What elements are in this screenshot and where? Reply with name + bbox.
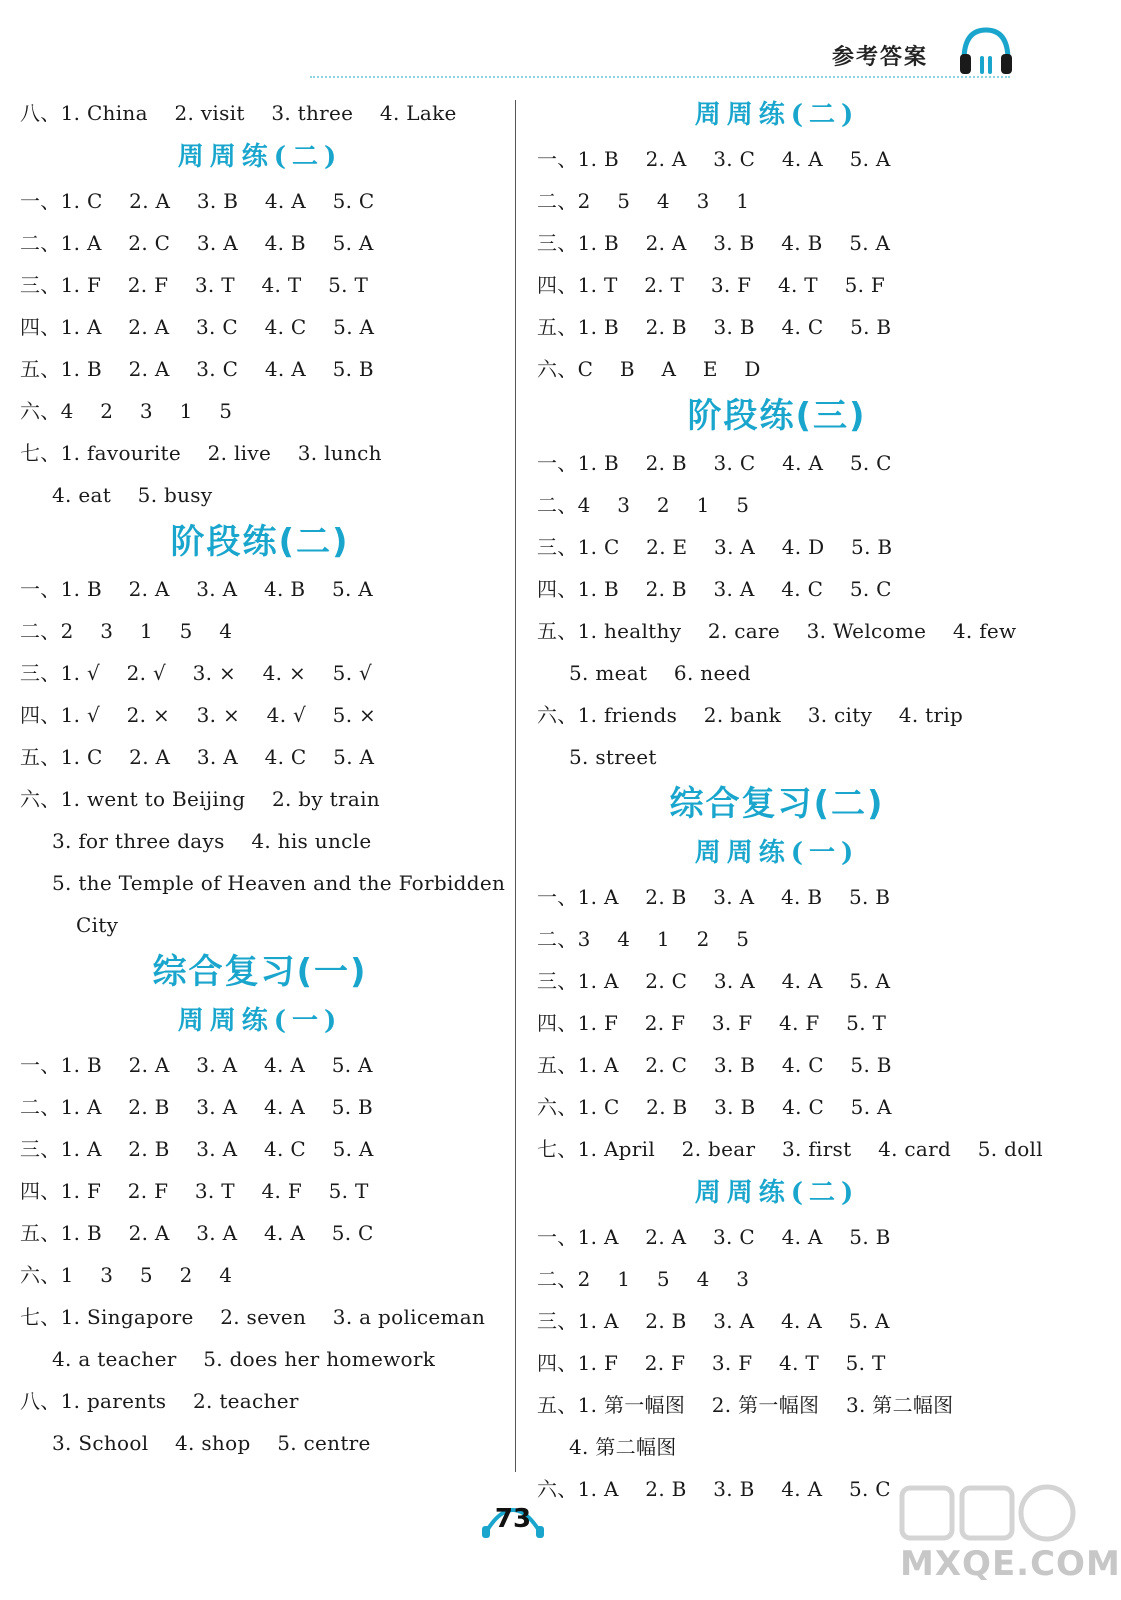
watermark-text: MXQE.COM — [900, 1544, 1121, 1584]
answer-line: 五、1. C 2. A 3. A 4. C 5. A — [20, 745, 375, 769]
answer-line: 二、1. A 2. C 3. A 4. B 5. A — [20, 231, 374, 255]
answer-line: 四、1. √ 2. × 3. × 4. √ 5. × — [20, 703, 377, 727]
answer-line: 六、1. went to Beijing 2. by train — [20, 787, 380, 811]
answer-line: 一、1. A 2. B 3. A 4. B 5. B — [537, 885, 891, 909]
section-title-stage-3: 阶段练(三) — [687, 396, 867, 436]
answer-line: 一、1. B 2. B 3. C 4. A 5. C — [537, 451, 892, 475]
answer-line: 5. the Temple of Heaven and the Forbidden — [52, 871, 506, 895]
answer-line: 三、1. A 2. C 3. A 4. A 5. A — [537, 969, 891, 993]
answer-line: 六、1. C 2. B 3. B 4. C 5. A — [537, 1095, 892, 1119]
answer-line: 四、1. A 2. A 3. C 4. C 5. A — [20, 315, 375, 339]
answer-line: 五、1. B 2. A 3. C 4. A 5. B — [20, 357, 374, 381]
answer-line: 4. 第二幅图 — [569, 1435, 677, 1459]
answer-line: 二、2 1 5 4 3 — [537, 1267, 750, 1291]
answer-line: 四、1. B 2. B 3. A 4. C 5. C — [537, 577, 892, 601]
answer-line: 七、1. Singapore 2. seven 3. a policeman — [20, 1305, 486, 1329]
answer-line: 三、1. B 2. A 3. B 4. B 5. A — [537, 231, 891, 255]
answer-line: 3. for three days 4. his uncle — [52, 829, 372, 853]
answer-line: City — [76, 913, 119, 937]
answer-line: 六、1 3 5 2 4 — [20, 1263, 233, 1287]
answer-line: 七、1. April 2. bear 3. first 4. card 5. doll — [537, 1137, 1043, 1161]
answer-line: 4. eat 5. busy — [52, 483, 213, 507]
column-divider — [515, 100, 516, 1472]
answer-line: 二、3 4 1 2 5 — [537, 927, 750, 951]
answer-line: 5. street — [569, 745, 657, 769]
section-title-stage-2: 阶段练(二) — [170, 522, 350, 562]
answer-line: 五、1. B 2. A 3. A 4. A 5. C — [20, 1221, 374, 1245]
answer-line: 八、1. parents 2. teacher — [20, 1389, 299, 1413]
answer-line: 二、4 3 2 1 5 — [537, 493, 750, 517]
answer-line: 四、1. F 2. F 3. F 4. T 5. T — [537, 1351, 886, 1375]
answer-line: 二、2 3 1 5 4 — [20, 619, 233, 643]
left-column — [20, 92, 506, 1464]
answer-line: 四、1. F 2. F 3. F 4. F 5. T — [537, 1011, 887, 1035]
section-title-weekly-1: 周周练(一) — [177, 1006, 343, 1036]
answer-line: 三、1. C 2. E 3. A 4. D 5. B — [537, 535, 893, 559]
answer-line: 一、1. B 2. A 3. C 4. A 5. A — [537, 147, 891, 171]
answer-line: 七、1. favourite 2. live 3. lunch — [20, 441, 382, 465]
headphones-icon — [958, 26, 1014, 78]
page-number-badge — [478, 1492, 548, 1540]
answer-line: 五、1. B 2. B 3. B 4. C 5. B — [537, 315, 892, 339]
answer-line: 二、1. A 2. B 3. A 4. A 5. B — [20, 1095, 374, 1119]
header-divider — [310, 76, 1010, 78]
answer-line: 八、1. China 2. visit 3. three 4. Lake — [20, 101, 457, 125]
answer-line: 三、1. √ 2. √ 3. × 4. × 5. √ — [20, 661, 373, 685]
answer-line: 4. a teacher 5. does her homework — [52, 1347, 436, 1371]
section-title-weekly-2: 周周练(二) — [694, 1178, 860, 1208]
answer-line: 五、1. A 2. C 3. B 4. C 5. B — [537, 1053, 892, 1077]
answer-line: 一、1. C 2. A 3. B 4. A 5. C — [20, 189, 375, 213]
answer-line: 二、2 5 4 3 1 — [537, 189, 750, 213]
answer-line: 四、1. T 2. T 3. F 4. T 5. F — [537, 273, 886, 297]
answer-line: 六、4 2 3 1 5 — [20, 399, 233, 423]
answer-line: 三、1. A 2. B 3. A 4. A 5. A — [537, 1309, 890, 1333]
section-title-weekly-2: 周周练(二) — [694, 100, 860, 130]
answer-line: 四、1. F 2. F 3. T 4. F 5. T — [20, 1179, 369, 1203]
answer-line: 三、1. A 2. B 3. A 4. C 5. A — [20, 1137, 374, 1161]
section-title-weekly-2: 周周练(二) — [177, 142, 343, 172]
answer-line: 五、1. 第一幅图 2. 第一幅图 3. 第二幅图 — [537, 1393, 954, 1417]
answer-line: 六、C B A E D — [537, 357, 761, 381]
page-number: 73 — [494, 1504, 532, 1534]
answer-line: 六、1. A 2. B 3. B 4. A 5. C — [537, 1477, 891, 1501]
answer-line: 一、1. B 2. A 3. A 4. A 5. A — [20, 1053, 373, 1077]
right-column — [537, 92, 1043, 1510]
answer-line: 5. meat 6. need — [569, 661, 751, 685]
answer-line: 五、1. healthy 2. care 3. Welcome 4. few — [537, 619, 1017, 643]
section-title-review-1: 综合复习(一) — [152, 952, 368, 992]
section-title-review-2: 综合复习(二) — [669, 784, 885, 824]
header-title: 参考答案 — [832, 45, 929, 70]
answer-line: 三、1. F 2. F 3. T 4. T 5. T — [20, 273, 369, 297]
answer-line: 3. School 4. shop 5. centre — [52, 1431, 371, 1455]
answer-line: 一、1. B 2. A 3. A 4. B 5. A — [20, 577, 374, 601]
answer-line: 六、1. friends 2. bank 3. city 4. trip — [537, 703, 964, 727]
answer-line: 一、1. A 2. A 3. C 4. A 5. B — [537, 1225, 891, 1249]
section-title-weekly-1: 周周练(一) — [694, 838, 860, 868]
